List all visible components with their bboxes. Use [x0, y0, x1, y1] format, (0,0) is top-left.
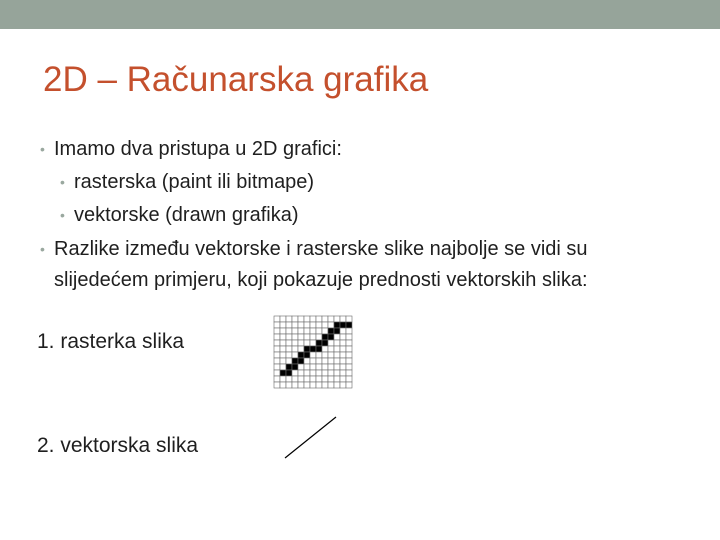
- raster-pixel: [340, 352, 346, 358]
- raster-pixel: [310, 316, 316, 322]
- raster-pixel: [304, 316, 310, 322]
- raster-pixel: [292, 376, 298, 382]
- raster-pixel: [346, 358, 352, 364]
- raster-pixel: [292, 322, 298, 328]
- raster-pixel: [328, 346, 334, 352]
- raster-pixel: [334, 376, 340, 382]
- raster-pixel: [310, 382, 316, 388]
- raster-pixel: [280, 334, 286, 340]
- raster-pixel: [298, 340, 304, 346]
- raster-pixel: [274, 370, 280, 376]
- bullet-dot-icon: •: [60, 207, 65, 223]
- raster-pixel: [304, 364, 310, 370]
- raster-pixel: [298, 346, 304, 352]
- raster-pixel: [298, 316, 304, 322]
- bullet-term: vektorske: [74, 204, 160, 226]
- bullet-dot-icon: •: [40, 141, 45, 157]
- slide-title: 2D – Računarska grafika: [43, 60, 429, 99]
- raster-pixel: [316, 382, 322, 388]
- raster-pixel: [340, 370, 346, 376]
- raster-pixel: [304, 322, 310, 328]
- vector-image: [283, 415, 339, 461]
- raster-pixel: [328, 364, 334, 370]
- raster-pixel: [322, 358, 328, 364]
- raster-pixel: [346, 370, 352, 376]
- raster-pixel-filled: [334, 322, 340, 328]
- raster-pixel: [316, 334, 322, 340]
- raster-pixel-filled: [316, 346, 322, 352]
- sub-bullet-item: [60, 167, 315, 197]
- raster-pixel: [274, 352, 280, 358]
- raster-pixel: [280, 376, 286, 382]
- raster-pixel: [286, 340, 292, 346]
- raster-pixel-filled: [292, 364, 298, 370]
- raster-pixel: [328, 382, 334, 388]
- raster-pixel: [322, 370, 328, 376]
- raster-pixel: [274, 334, 280, 340]
- bullet-text: (drawn grafika): [159, 204, 299, 226]
- raster-pixel: [340, 382, 346, 388]
- raster-pixel: [328, 352, 334, 358]
- raster-pixel: [298, 322, 304, 328]
- raster-pixel: [334, 370, 340, 376]
- raster-pixel: [316, 370, 322, 376]
- raster-pixel-filled: [322, 334, 328, 340]
- raster-pixel: [340, 334, 346, 340]
- raster-pixel: [340, 376, 346, 382]
- raster-pixel: [322, 352, 328, 358]
- sub-bullet-item: [60, 200, 299, 230]
- raster-pixel: [346, 316, 352, 322]
- vector-example-label: 2. vektorska slika: [37, 434, 199, 457]
- raster-pixel: [286, 382, 292, 388]
- raster-pixel: [286, 334, 292, 340]
- raster-pixel: [334, 352, 340, 358]
- raster-pixel: [298, 334, 304, 340]
- raster-pixel-filled: [328, 328, 334, 334]
- raster-pixel: [346, 334, 352, 340]
- raster-pixel: [328, 340, 334, 346]
- raster-pixel: [310, 370, 316, 376]
- raster-pixel: [346, 346, 352, 352]
- raster-pixel: [274, 346, 280, 352]
- raster-pixel: [280, 340, 286, 346]
- raster-pixel: [286, 352, 292, 358]
- raster-pixel: [334, 364, 340, 370]
- raster-pixel: [310, 358, 316, 364]
- raster-pixel: [274, 322, 280, 328]
- raster-pixel: [346, 364, 352, 370]
- raster-pixel-filled: [322, 340, 328, 346]
- raster-pixel: [346, 376, 352, 382]
- raster-pixel: [298, 370, 304, 376]
- raster-pixel: [304, 370, 310, 376]
- raster-pixel: [334, 346, 340, 352]
- raster-image: [273, 315, 353, 389]
- raster-pixel: [322, 346, 328, 352]
- raster-pixel: [334, 382, 340, 388]
- raster-pixel: [334, 358, 340, 364]
- raster-pixel: [280, 382, 286, 388]
- raster-pixel: [274, 376, 280, 382]
- raster-pixel: [280, 358, 286, 364]
- raster-pixel: [310, 328, 316, 334]
- raster-pixel-filled: [316, 340, 322, 346]
- raster-pixel: [334, 340, 340, 346]
- raster-pixel: [274, 358, 280, 364]
- raster-pixel: [310, 364, 316, 370]
- raster-pixel: [304, 382, 310, 388]
- raster-pixel: [346, 352, 352, 358]
- raster-pixel: [322, 364, 328, 370]
- raster-pixel: [334, 316, 340, 322]
- raster-pixel: [280, 322, 286, 328]
- raster-pixel: [298, 364, 304, 370]
- raster-pixel: [274, 316, 280, 322]
- bullet-term: rasterska: [74, 171, 157, 193]
- raster-pixel: [292, 370, 298, 376]
- raster-pixel: [286, 322, 292, 328]
- raster-pixel: [328, 322, 334, 328]
- raster-pixel: [322, 328, 328, 334]
- raster-pixel-filled: [340, 322, 346, 328]
- raster-pixel-filled: [292, 358, 298, 364]
- raster-pixel-filled: [310, 346, 316, 352]
- raster-pixel: [292, 340, 298, 346]
- bullet-text: (paint ili bitmape): [156, 171, 315, 193]
- raster-pixel: [322, 376, 328, 382]
- raster-pixel: [346, 328, 352, 334]
- raster-pixel: [316, 364, 322, 370]
- raster-example-label: 1. rasterka slika: [37, 330, 185, 353]
- bullet-text: slijedećem primjeru, koji pokazuje prednosti vektorskih slika:: [54, 269, 588, 291]
- raster-pixel: [328, 316, 334, 322]
- raster-pixel-filled: [286, 364, 292, 370]
- raster-pixel: [346, 340, 352, 346]
- raster-pixel: [340, 328, 346, 334]
- raster-pixel: [286, 358, 292, 364]
- raster-pixel: [310, 322, 316, 328]
- raster-pixel: [280, 328, 286, 334]
- raster-pixel: [286, 316, 292, 322]
- bullet-dot-icon: •: [40, 241, 45, 257]
- bullet-item: [40, 134, 342, 164]
- raster-pixel-filled: [280, 370, 286, 376]
- raster-pixel: [334, 334, 340, 340]
- bullet-text: Razlike između vektorske i rasterske slike najbolje se vidi su: [54, 238, 588, 260]
- raster-pixel: [280, 346, 286, 352]
- raster-pixel: [322, 316, 328, 322]
- top-accent-bar: [0, 0, 720, 29]
- raster-pixel: [316, 376, 322, 382]
- raster-pixel: [304, 358, 310, 364]
- raster-pixel-filled: [298, 358, 304, 364]
- raster-pixel: [316, 328, 322, 334]
- raster-pixel-filled: [304, 346, 310, 352]
- raster-pixel: [292, 382, 298, 388]
- raster-pixel: [292, 328, 298, 334]
- raster-pixel: [340, 364, 346, 370]
- raster-pixel: [310, 376, 316, 382]
- raster-pixel-filled: [346, 322, 352, 328]
- raster-pixel: [328, 370, 334, 376]
- raster-pixel-filled: [334, 328, 340, 334]
- raster-pixel: [328, 358, 334, 364]
- raster-pixel: [310, 352, 316, 358]
- raster-pixel: [292, 352, 298, 358]
- raster-pixel: [304, 334, 310, 340]
- raster-pixel: [316, 322, 322, 328]
- raster-pixel: [298, 382, 304, 388]
- raster-pixel: [310, 340, 316, 346]
- raster-pixel: [304, 340, 310, 346]
- raster-pixel: [304, 376, 310, 382]
- raster-pixel: [304, 328, 310, 334]
- vector-line-stroke: [285, 417, 336, 458]
- raster-pixel: [292, 346, 298, 352]
- raster-pixel: [274, 340, 280, 346]
- raster-pixel-filled: [304, 352, 310, 358]
- bullet-dot-icon: •: [60, 174, 65, 190]
- raster-pixel: [274, 364, 280, 370]
- raster-pixel: [340, 316, 346, 322]
- raster-pixel: [340, 346, 346, 352]
- raster-pixel: [298, 328, 304, 334]
- raster-pixel: [274, 382, 280, 388]
- bullet-text: Imamo dva pristupa u 2D grafici:: [54, 138, 342, 160]
- raster-pixel: [292, 316, 298, 322]
- raster-pixel: [280, 364, 286, 370]
- raster-pixel: [322, 382, 328, 388]
- raster-pixel: [328, 376, 334, 382]
- raster-pixel: [316, 358, 322, 364]
- bullet-item: [40, 234, 588, 264]
- raster-pixel: [346, 382, 352, 388]
- raster-pixel: [280, 352, 286, 358]
- raster-pixel: [292, 334, 298, 340]
- raster-pixel: [286, 328, 292, 334]
- raster-pixel-filled: [298, 352, 304, 358]
- raster-pixel: [286, 376, 292, 382]
- raster-pixel: [340, 340, 346, 346]
- raster-pixel: [316, 352, 322, 358]
- raster-pixel-filled: [286, 370, 292, 376]
- raster-pixel: [298, 376, 304, 382]
- bullet-continuation: [54, 265, 588, 295]
- raster-pixel: [286, 346, 292, 352]
- raster-pixel: [316, 316, 322, 322]
- raster-pixel: [340, 358, 346, 364]
- raster-pixel: [322, 322, 328, 328]
- raster-pixel: [280, 316, 286, 322]
- raster-pixel: [310, 334, 316, 340]
- raster-pixel-filled: [328, 334, 334, 340]
- raster-pixel: [274, 328, 280, 334]
